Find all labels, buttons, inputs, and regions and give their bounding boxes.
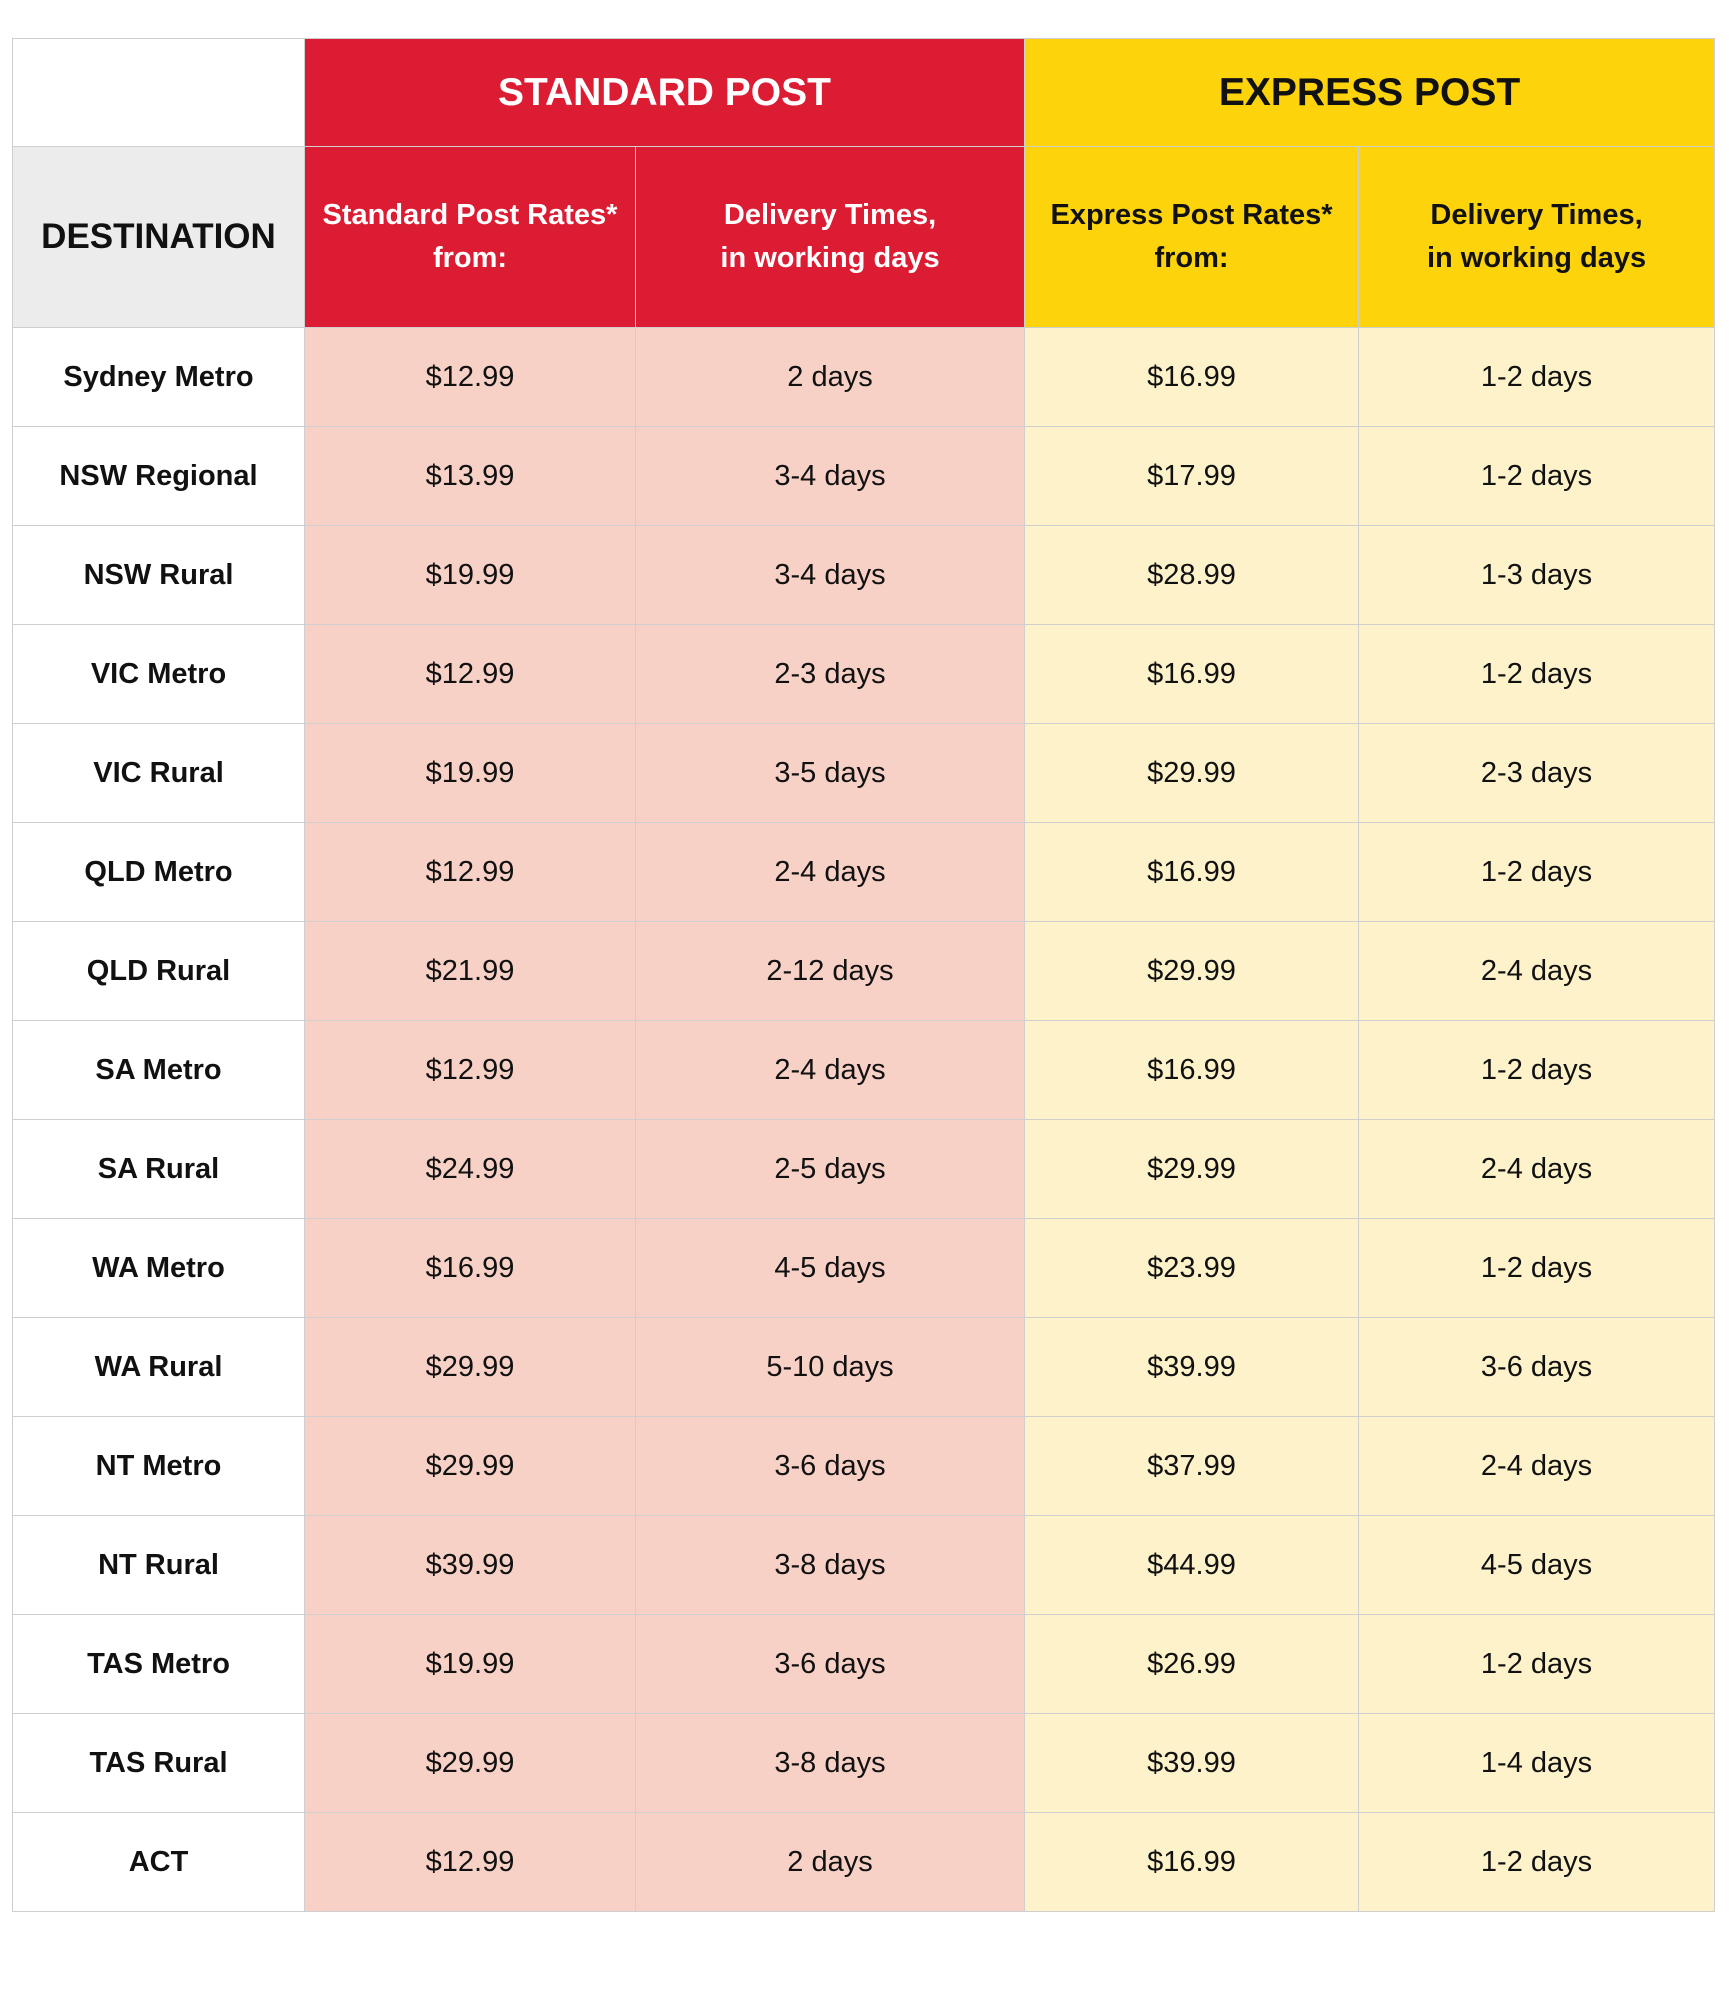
destination-cell: NSW Rural [13,526,305,625]
destination-cell: ACT [13,1813,305,1912]
table-row [13,1615,1715,1714]
express-rate-cell: $16.99 [1025,1813,1359,1912]
column-header-row [13,147,1715,328]
standard-post-group-header: STANDARD POST [305,39,1025,147]
express-post-group-header: EXPRESS POST [1025,39,1715,147]
express-delivery-header-line-2: in working days [1426,242,1647,274]
table-row [13,1120,1715,1219]
destination-cell: SA Rural [13,1120,305,1219]
express-rate-cell: $16.99 [1025,1021,1359,1120]
express-delivery-cell: 4-5 days [1359,1516,1715,1615]
standard-delivery-cell: 2 days [636,328,1025,427]
express-rate-column-header [1025,147,1359,328]
express-rate-cell: $16.99 [1025,328,1359,427]
standard-delivery-cell: 3-6 days [636,1615,1025,1714]
destination-cell: VIC Metro [13,625,305,724]
express-rate-cell: $29.99 [1025,922,1359,1021]
express-delivery-cell: 1-2 days [1359,1021,1715,1120]
table-row [13,1417,1715,1516]
express-delivery-cell: 1-2 days [1359,823,1715,922]
standard-delivery-column-header [636,147,1025,328]
table-row [13,922,1715,1021]
standard-rate-cell: $19.99 [305,526,636,625]
standard-delivery-cell: 5-10 days [636,1318,1025,1417]
express-rate-cell: $26.99 [1025,1615,1359,1714]
standard-rate-cell: $12.99 [305,1021,636,1120]
express-rate-header-line-2: from: [1154,242,1229,274]
standard-delivery-cell: 3-5 days [636,724,1025,823]
express-delivery-cell: 1-2 days [1359,1219,1715,1318]
express-delivery-cell: 1-2 days [1359,1813,1715,1912]
destination-cell: WA Rural [13,1318,305,1417]
destination-cell: WA Metro [13,1219,305,1318]
express-rate-cell: $16.99 [1025,823,1359,922]
express-rate-cell: $37.99 [1025,1417,1359,1516]
destination-cell: NT Metro [13,1417,305,1516]
express-delivery-cell: 2-4 days [1359,922,1715,1021]
standard-rate-header-line-1: Standard Post Rates* [322,199,618,231]
table-row [13,1021,1715,1120]
express-delivery-cell: 3-6 days [1359,1318,1715,1417]
standard-rate-cell: $29.99 [305,1417,636,1516]
postage-rates-table [12,38,1715,1912]
standard-delivery-header-line-2: in working days [720,242,940,274]
standard-rate-cell: $12.99 [305,1813,636,1912]
express-rate-cell: $44.99 [1025,1516,1359,1615]
express-delivery-cell: 1-2 days [1359,328,1715,427]
express-delivery-header-line-1: Delivery Times, [1430,199,1643,231]
express-rate-cell: $17.99 [1025,427,1359,526]
table-row [13,1516,1715,1615]
group-header-row [13,39,1715,147]
standard-rate-column-header [305,147,636,328]
standard-rate-cell: $12.99 [305,823,636,922]
standard-rate-cell: $12.99 [305,328,636,427]
standard-rate-cell: $13.99 [305,427,636,526]
table-row [13,823,1715,922]
express-rate-cell: $39.99 [1025,1714,1359,1813]
express-delivery-cell: 1-2 days [1359,1615,1715,1714]
standard-rate-cell: $29.99 [305,1318,636,1417]
table-row [13,328,1715,427]
blank-corner-cell [13,39,305,147]
destination-column-header: DESTINATION [13,147,305,328]
standard-rate-header-line-2: from: [432,242,508,274]
express-delivery-cell: 2-4 days [1359,1417,1715,1516]
destination-cell: Sydney Metro [13,328,305,427]
table-row [13,427,1715,526]
destination-cell: SA Metro [13,1021,305,1120]
table-row [13,526,1715,625]
express-rate-cell: $29.99 [1025,724,1359,823]
table-row [13,1219,1715,1318]
table-row [13,1813,1715,1912]
table-row [13,1714,1715,1813]
standard-delivery-header-line-1: Delivery Times, [723,199,937,231]
destination-cell: TAS Rural [13,1714,305,1813]
standard-rate-cell: $39.99 [305,1516,636,1615]
standard-delivery-cell: 2-3 days [636,625,1025,724]
express-delivery-cell: 2-3 days [1359,724,1715,823]
express-rate-cell: $28.99 [1025,526,1359,625]
table-row [13,1318,1715,1417]
express-rate-cell: $16.99 [1025,625,1359,724]
standard-delivery-cell: 3-8 days [636,1714,1025,1813]
standard-rate-cell: $19.99 [305,1615,636,1714]
express-rate-cell: $39.99 [1025,1318,1359,1417]
standard-rate-cell: $21.99 [305,922,636,1021]
standard-rate-cell: $29.99 [305,1714,636,1813]
standard-delivery-cell: 3-6 days [636,1417,1025,1516]
express-delivery-column-header [1359,147,1715,328]
standard-delivery-cell: 2-4 days [636,823,1025,922]
express-delivery-cell: 1-3 days [1359,526,1715,625]
express-delivery-cell: 2-4 days [1359,1120,1715,1219]
express-delivery-cell: 1-2 days [1359,427,1715,526]
destination-cell: NT Rural [13,1516,305,1615]
standard-rate-cell: $19.99 [305,724,636,823]
standard-delivery-cell: 3-4 days [636,526,1025,625]
destination-cell: QLD Metro [13,823,305,922]
express-delivery-cell: 1-4 days [1359,1714,1715,1813]
standard-delivery-cell: 3-4 days [636,427,1025,526]
standard-delivery-cell: 2 days [636,1813,1025,1912]
express-rate-cell: $29.99 [1025,1120,1359,1219]
standard-delivery-cell: 2-4 days [636,1021,1025,1120]
standard-delivery-cell: 4-5 days [636,1219,1025,1318]
standard-rate-cell: $12.99 [305,625,636,724]
standard-rate-cell: $16.99 [305,1219,636,1318]
standard-delivery-cell: 2-12 days [636,922,1025,1021]
rates-table-body [13,328,1715,1912]
express-delivery-cell: 1-2 days [1359,625,1715,724]
standard-rate-cell: $24.99 [305,1120,636,1219]
table-row [13,625,1715,724]
express-rate-header-line-1: Express Post Rates* [1050,199,1333,231]
destination-cell: QLD Rural [13,922,305,1021]
standard-delivery-cell: 3-8 days [636,1516,1025,1615]
destination-cell: NSW Regional [13,427,305,526]
express-rate-cell: $23.99 [1025,1219,1359,1318]
standard-delivery-cell: 2-5 days [636,1120,1025,1219]
destination-cell: VIC Rural [13,724,305,823]
table-row [13,724,1715,823]
destination-cell: TAS Metro [13,1615,305,1714]
